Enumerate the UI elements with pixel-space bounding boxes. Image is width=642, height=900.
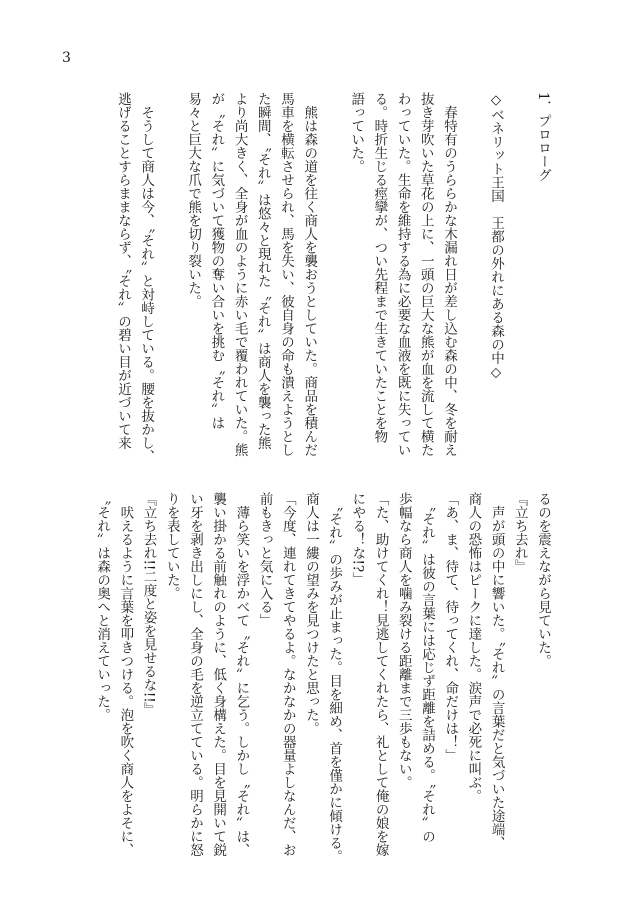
text-line: 〝それ〟は森の奥へと消えていった。: [94, 492, 111, 722]
text-line: 声が頭の中に響いた。〝それ〟の言葉だと気づいた途端、: [488, 492, 505, 850]
text-line: 『立ち去れ!!二度と姿を見せるな!!』: [140, 492, 157, 717]
text-line: 「今度、連れてきてやるよ。なかなかの器量よしなんだ、お: [279, 492, 296, 857]
text-line: 商人は一縷の望みを見つけたと思った。: [302, 492, 319, 735]
text-line: 「あ、ま、待て、待ってくれ、命だけは！」: [442, 492, 459, 762]
text-line: る。時折生じる痙攣が、つい先程まで生きていたことを物: [371, 92, 388, 443]
text-block-upper: [111, 92, 554, 467]
text-line: い牙を剥き出しにし、全身の毛を逆立てている。明らかに怒: [186, 492, 203, 857]
text-line: 1．プロローグ: [535, 92, 551, 182]
text-line: た瞬間、〝それ〟は悠々と現れた〝それ〟は商人を襲った熊: [254, 92, 271, 450]
text-line: 前もきっと気に入る」: [256, 492, 273, 627]
text-line: 歩幅なら商人を噛み裂ける距離まで三歩もない。: [395, 492, 412, 789]
text-block-lower: [90, 492, 554, 867]
text-line: 〝それ〟は彼の言葉には応じず距離を詰める。〝それ〟の: [418, 492, 435, 843]
text-line: ◇ベネリット王国 王都の外れにある森の中◇: [488, 92, 504, 381]
text-line: にやる！な!?」: [349, 492, 366, 586]
text-line: 商人の恐怖はピークに達した。涙声で必死に叫ぶ。: [465, 492, 482, 803]
text-line: より尚大きく、全身が血のように赤い毛で覆われていた。熊: [231, 92, 248, 457]
text-line: 襲い掛かる前触れのように、低く身構えた。目を見開いて鋭: [210, 492, 227, 857]
text-line: 語っていた。: [348, 92, 365, 173]
text-line: 馬車を横転させられ、馬を失い、彼自身の命も潰えようとし: [277, 92, 294, 457]
text-line: りを表していた。: [163, 492, 180, 600]
text-line: そうして商人は今、〝それ〟と対峙している。腰を抜かし、: [138, 92, 155, 464]
text-line: 逃げることすらままならず、〝それ〟の碧い目が近づいて来: [114, 92, 131, 450]
text-line: が〝それ〟に気づいて獲物の奪い合いを挑む〝それ〟は: [208, 92, 225, 430]
text-line: 〝それ〟の歩みが止まった。目を細め、首を僅かに傾ける。: [326, 492, 343, 864]
text-line: 春特有のうららかな木漏れ日が差し込む森の中、冬を耐え: [441, 92, 457, 457]
text-line: わっていた。生命を維持する為に必要な血液を既に失ってい: [394, 92, 411, 457]
page-number: 3: [62, 50, 71, 66]
text-line: 薄ら笑いを浮かべて〝それ〟に乞う。しかし〝それ〟は、: [233, 492, 250, 857]
text-line: 『立ち去れ』: [511, 492, 528, 573]
text-line: 抜き芽吹いた草花の上に、一頭の巨大な熊が血を流して横た: [417, 92, 434, 457]
text-line: 「た、助けてくれ！見逃してくれたら、礼として俺の娘を嫁: [372, 492, 389, 857]
text-line: 吠えるように言葉を叩きつける。泡を吹く商人をよそに、: [117, 492, 134, 857]
text-line: 易々と巨大な爪で熊を切り裂いた。: [185, 92, 202, 308]
text-line: 熊は森の道を往く商人を襲おうとしていた。商品を積んだ: [301, 92, 318, 457]
text-line: るのを震えながら見ていた。: [535, 492, 551, 668]
